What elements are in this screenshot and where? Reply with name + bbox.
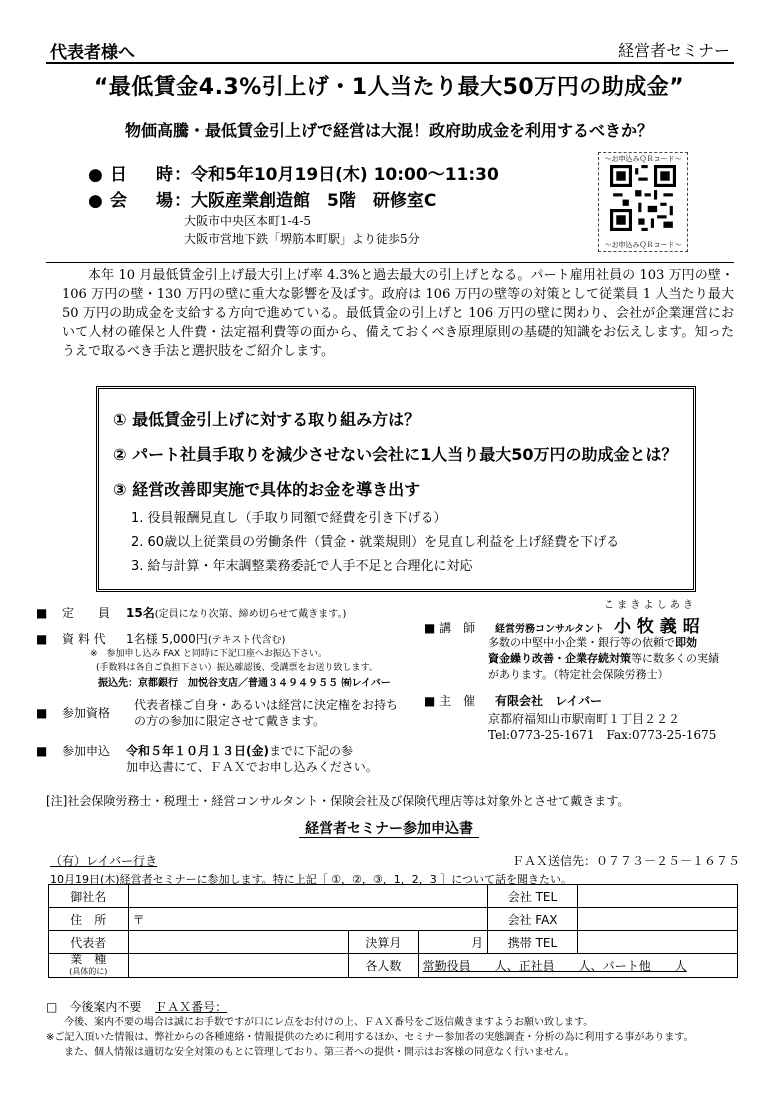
lecturer-title: 経営労務コンサルタント [495,624,605,635]
series-label: 経営者セミナー [617,41,730,60]
officers-count: 常勤役員 人、 [422,959,519,973]
fiscal-label: 決算月 [349,931,419,954]
apply-label: 参加申込 [62,744,111,758]
apply-rest: までに下記の参 [268,744,353,758]
bank-info: 振込先：京都銀行 加悦谷支店／普通３４９４９５５ ㈲レイバー [98,678,391,689]
lecturer-ruby: こ ま き よ し あ き [604,600,694,611]
square-icon: ■ [36,606,48,620]
host-name: 有限会社 レイバー [495,694,603,708]
mobile-input[interactable] [577,931,737,954]
month-unit: 月 [471,935,484,950]
qr-code-icon[interactable] [610,165,676,231]
lecturer-bio-1a: 多数の中堅中小企業・銀行等の依頼で [488,636,675,649]
venue-access: 大阪市営地下鉄「堺筋本町駅」より徒歩5分 [184,232,420,246]
fee-note-2: (手数料は各自ご負担下さい）振込確認後、受講票をお送り致します。 [96,663,378,673]
addressee: 代表者様へ [50,43,135,63]
regular-count: 正社員 人、 [518,959,603,973]
host-row [424,692,602,709]
date-row: ● 日 時：令和5年10月19日(木) 10:00～11:30 [88,160,588,186]
postal-mark: 〒 [132,912,145,927]
lecturer-label: 講 師 [439,621,476,635]
rep-label: 代表者 [49,931,129,954]
fee-note-1: ※ 参加申し込み FAX と同時に下記口座へお振込下さい。 [90,649,327,659]
eligibility-label: 参加資格 [62,706,111,720]
footer [46,1000,746,1060]
lecturer-bio-2b: 等に数多くの実績 [631,652,719,665]
divider [46,262,734,263]
apply-deadline: 令和５年１０月１３日(金) [126,744,269,758]
bullet-icon: ● [88,165,103,185]
square-icon: ■ [424,621,436,635]
company-tel-label: 会社 TEL [488,885,578,908]
rep-input[interactable] [128,931,349,954]
company-fax-input[interactable] [577,908,737,931]
form-fax: ＦＡＸ送信先：０７７３－２５－１６７５ [511,854,740,868]
fee-label: 資 料 代 [62,632,106,646]
form-recipient: （有）レイバー行き [50,854,158,868]
venue-value: 大阪産業創造館 5階 研修室C [191,191,437,211]
square-icon: ■ [36,632,48,646]
subtitle: 物価高騰・最低賃金引上げで経営は大混！政府助成金を利用するべきか？ [124,121,653,140]
footer-line-1: 今後、案内不要の場合は誠にお手数ですが口にレ点をお付けの上、ＦＡＸ番号をご返信戴きますようお願い致します。 [64,1017,594,1028]
lecturer-name: 小 牧 義 昭 [613,617,700,637]
eligibility-row [36,704,126,721]
footer-line-3: また、個人情報は適切な安全対策のもとに管理しており、第三者への提供・開示はお客様の同意なく行いません。 [64,1047,575,1058]
headcount-input[interactable] [418,954,737,978]
header-bar [46,36,734,64]
fee-note: (テキスト代含む) [207,635,286,646]
industry-input[interactable] [128,954,349,978]
square-icon: ■ [424,694,436,708]
lecturer-bio-2a: 資金繰り改善・企業存続対策 [488,652,631,665]
intro-paragraph: 本年 10 月最低賃金引上げ最大引上げ率 4.3%と過去最大の引上げとなる。パート雇用社員の 103 万円の壁・106 万円の壁・130 万円の壁に重大な影響を及ぼす。政府は 106 万円の壁等の対策として従業員 1 人当たり最大 50 万円の助成金を支給する方向で進めている。最低賃金の引上げと 106 万円の壁に関わり、会社が企業運営において人材の確保と人件費・法定福利費等の面から、備えておくべき原理原則の基礎的知識をお伝えします。知ったうえで取るべき手法と選択肢をご紹介します。 [62,268,734,359]
event-info [88,160,588,248]
company-tel-input[interactable] [577,885,737,908]
capacity-label: 定 員 [62,606,111,620]
venue-label: 会 場 [110,191,179,211]
agenda-sub2: 2. 60歳以上従業員の労働条件（賃金・就業規則）を見直し利益を上げ経費を下げる [131,535,620,550]
agenda-sub3: 3. 給与計算・年末調整業務委託で人手不足と合理化に対応 [131,559,473,574]
qr-code-box[interactable] [598,152,688,252]
industry-note: (具体的に) [69,967,108,976]
capacity-row [36,604,346,621]
parttime-count: パート他 人 [602,959,687,973]
lecturer-bio-1 [488,634,697,650]
bullet-icon: ● [88,191,103,211]
fee-value: 1名様 5,000円 [126,632,208,646]
venue-row: ● 会 場：大阪産業創造館 5階 研修室C [88,186,588,212]
square-icon: ■ [36,706,48,720]
apply-line2: 加申込書にて、ＦＡＸでお申し込みください。 [126,760,378,774]
capacity-note: (定員になり次第、締め切らせて戴きます。) [154,609,347,620]
opt-out-row [46,1000,746,1015]
square-icon: ■ [36,744,48,758]
application-form-table [48,884,738,978]
mobile-label: 携帯 TEL [488,931,578,954]
fiscal-input[interactable] [418,931,488,954]
company-fax-label: 会社 FAX [488,908,578,931]
form-statement: 10月19日(木)経営者セミナーに参加します。特に上記［ ①，②，③，1，2，3 ］について話を聞きたい。 [50,873,573,886]
qr-caption-bottom: 〜お申込みＱＲコード〜 [604,241,682,249]
fee-row [36,630,285,647]
footer-line-2: ※ご記入頂いた情報は、弊社からの各種連絡・情報提供のために利用するほか、セミナー参加者の実態調査・分析の為に利用する事があります。 [46,1032,694,1043]
eligibility-value-2: の方の参加に限定させて戴きます。 [134,714,326,728]
company-label: 御社名 [49,885,129,908]
form-title [0,818,778,838]
host-phone: Tel:0773-25-1671 Fax:0773-25-1675 [488,728,717,742]
lecturer-bio-2 [488,650,719,666]
fax-number-label[interactable]: ＦＡＸ番号： [155,1000,228,1014]
address-input[interactable] [128,908,488,931]
company-input[interactable] [128,885,488,908]
qr-caption-top: 〜お申込みＱＲコード〜 [604,155,682,163]
industry-label [49,954,129,978]
host-label: 主 催 [439,694,476,708]
form-title-text: 経営者セミナー参加申込書 [299,821,479,838]
form-meta [50,852,740,887]
agenda-q2: ② パート社員手取りを減少させない会社に1人当り最大50万円の助成金とは？ [113,445,678,464]
lecturer-bio-3: があります。（特定社会保険労務士） [488,668,669,681]
lecturer-bio-1b: 即効 [675,636,697,649]
address-label: 住 所 [49,908,129,931]
headcount-label: 各人数 [349,954,419,978]
exclusion-note: [注]社会保険労務士・税理士・経営コンサルタント・保険会社及び保険代理店等は対象外とさせて戴きます。 [46,794,630,808]
agenda-q1: ① 最低賃金引上げに対する取り組み方は？ [113,410,421,429]
capacity-value: 15名 [126,606,155,620]
venue-address: 大阪市中央区本町1-4-5 [184,214,312,228]
date-value: 令和5年10月19日(木) 10:00～11:30 [191,165,499,185]
host-address: 京都府福知山市駅南町１丁目２２２ [488,712,681,726]
date-label: 日 時 [110,165,179,185]
main-title: “最低賃金4.3%引上げ・1人当たり最大50万円の助成金” [93,75,685,100]
agenda-q3: ③ 経営改善即実施で具体的お金を導き出す [113,480,421,499]
apply-row [36,742,353,759]
agenda-sub1: 1. 役員報酬見直し（手取り同額で経費を引き下げる） [131,511,447,526]
industry-label-text: 業 種 [70,952,107,966]
opt-out-checkbox[interactable]: □ 今後案内不要 [46,1000,142,1014]
agenda-box [96,386,696,592]
eligibility-value-1: 代表者様ご自身・あるいは経営に決定権をお持ち [134,698,399,712]
